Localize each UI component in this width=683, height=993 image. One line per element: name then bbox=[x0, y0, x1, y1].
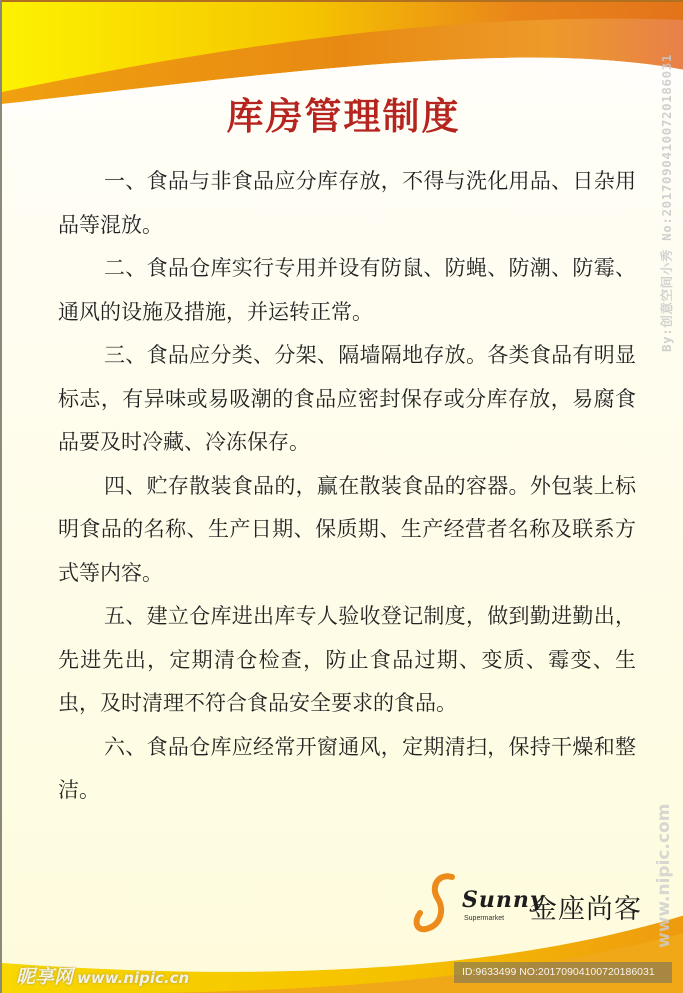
page-title: 库房管理制度 bbox=[226, 95, 461, 138]
image-id-bar: ID:9633499 NO:20170904100720186031 bbox=[454, 962, 672, 983]
rule-paragraph-1: 一、食品与非食品应分库存放，不得与洗化用品、日杂用品等混放。 bbox=[58, 169, 636, 237]
watermark-site-url: www.nipic.cn bbox=[77, 969, 190, 987]
rules-body bbox=[58, 160, 636, 813]
rule-paragraph-4: 四、贮存散装食品的，赢在散装食品的容器。外包装上标明食品的名称、生产日期、保质期、生产经营者名称及联系方式等内容。 bbox=[58, 473, 636, 585]
rule-paragraph-6: 六、食品仓库应经常开窗通风，定期清扫，保持干燥和整洁。 bbox=[58, 734, 636, 802]
rule-paragraph-5: 五、建立仓库进出库专人验收登记制度，做到勤进勤出，先进先出，定期清仓检查，防止食品过期、变质、霉变、生虫，及时清理不符合食品安全要求的食品。 bbox=[58, 604, 636, 715]
logo-brand-en: Sunny bbox=[462, 887, 544, 913]
logo-swirl-icon bbox=[412, 873, 462, 933]
rule-paragraph-3: 三、食品应分类、分架、隔墙隔地存放。各类食品有明显标志，有异味或易吸潮的食品应密封保存或分库存放，易腐食品要及时冷藏、冷冻保存。 bbox=[58, 343, 636, 454]
logo-tagline: Supermarket bbox=[464, 915, 505, 922]
rule-paragraph-2: 二、食品仓库实行专用并设有防鼠、防蝇、防潮、防霉、通风的设施及措施，并运转正常。 bbox=[58, 256, 636, 324]
vertical-watermark-url: www.nipic.com bbox=[654, 803, 674, 948]
brand-logo bbox=[412, 873, 652, 933]
watermark-site-cn: 昵享网 bbox=[16, 966, 74, 988]
vertical-watermark-author: By:创意空间小秀 No:20170904100720186031 bbox=[659, 54, 674, 352]
logo-brand-cn: 金座尚客 bbox=[530, 894, 642, 925]
nipic-watermark bbox=[16, 962, 189, 989]
